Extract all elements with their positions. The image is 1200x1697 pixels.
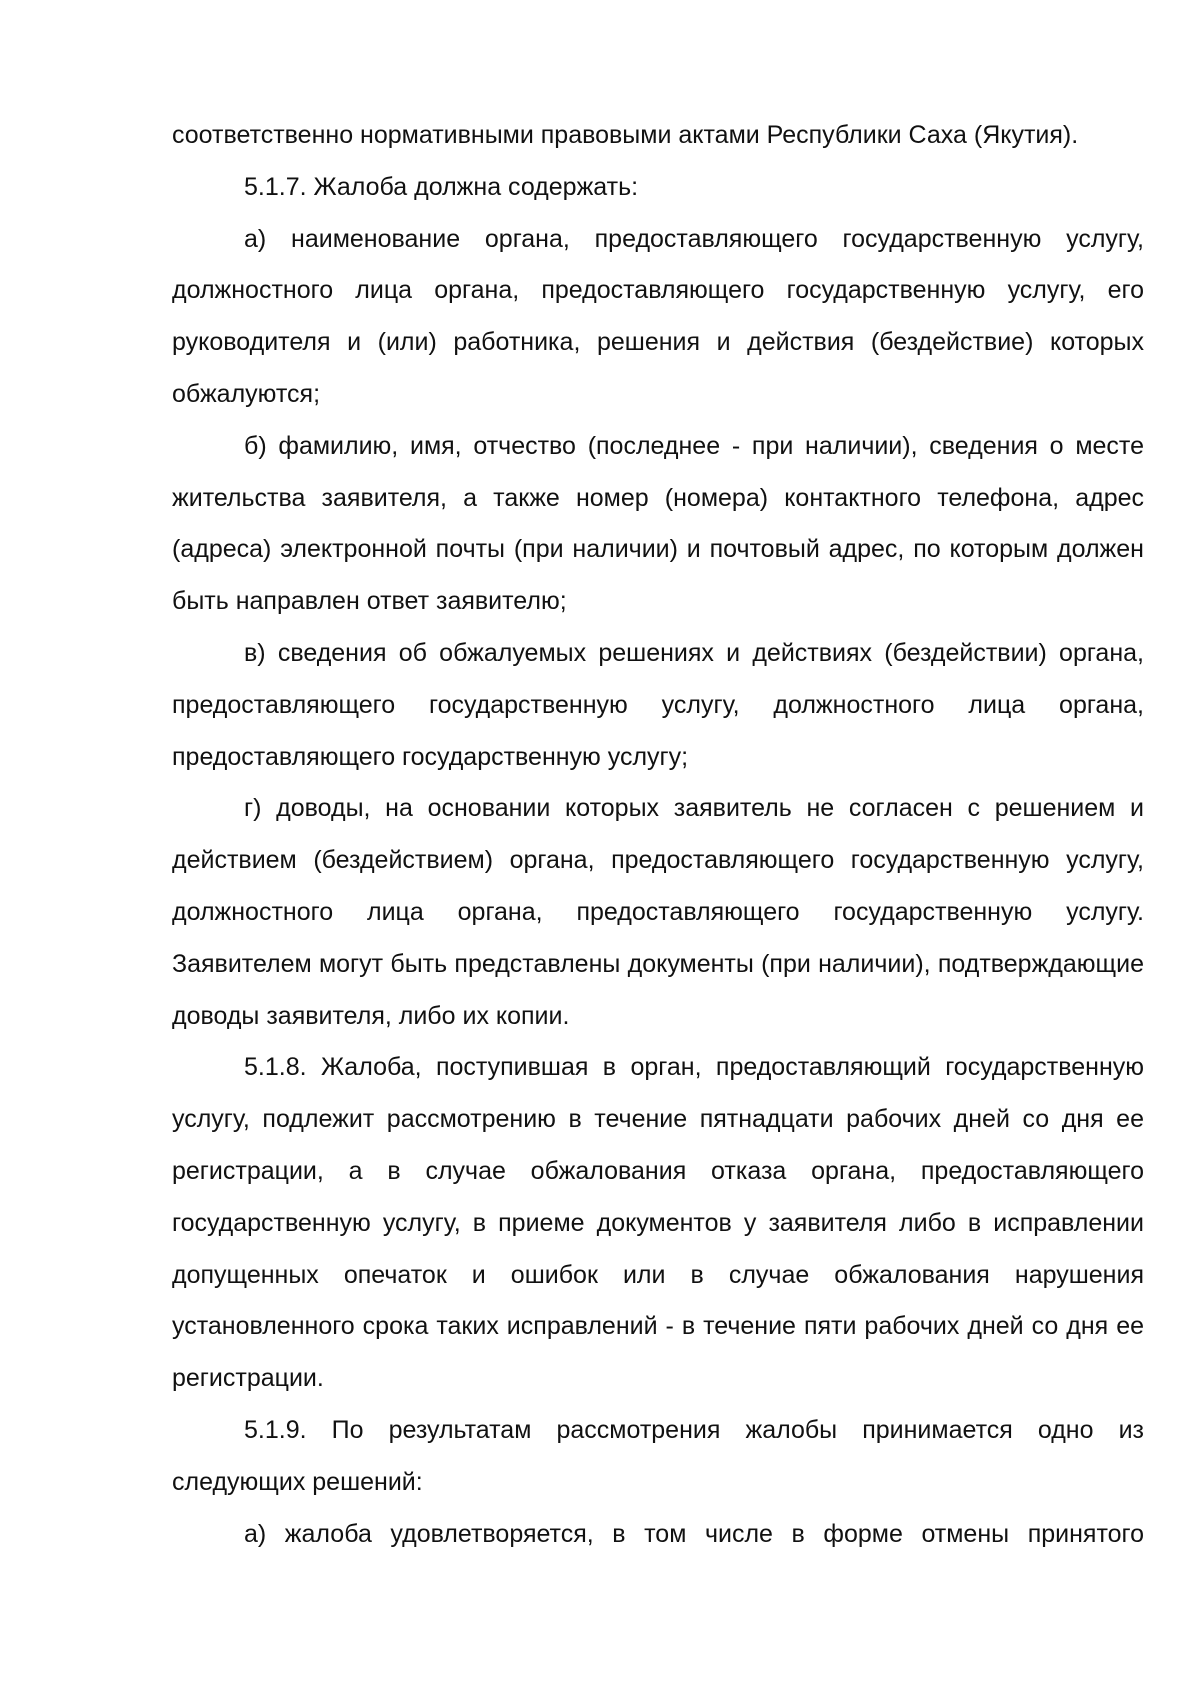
- document-body: [172, 110, 1144, 1560]
- list-item-v: в) сведения об обжалуемых решениях и действиях (бездействии) органа, предоставляющего государственную услугу, должностного лица органа, предоставляющего государственную услугу;: [172, 638, 1144, 771]
- list-item-b: б) фамилию, имя, отчество (последнее - при наличии), сведения о месте жительства заявителя, а также номер (номера) контактного телефона, адрес (адреса) электронной почты (при наличии) и почтовый адрес, по которым должен быть направлен ответ заявителю;: [172, 431, 1144, 616]
- list-item-g: г) доводы, на основании которых заявитель не согласен с решением и действием (бездействием) органа, предоставляющего государственную услугу, должностного лица органа, предоставляющего государственную услугу. Заявителем могут быть представлены документы (при наличии), подтверждающие доводы заявителя, либо их копии.: [172, 794, 1144, 1030]
- decision-item-a: а) жалоба удовлетворяется, в том числе в форме отмены принятого: [244, 1519, 1144, 1548]
- paragraph-continuation: соответственно нормативными правовыми актами Республики Саха (Якутия).: [172, 121, 1079, 149]
- clause-5-1-7-heading: 5.1.7. Жалоба должна содержать:: [244, 172, 639, 201]
- clause-5-1-9-paragraph: 5.1.9. По результатам рассмотрения жалобы принимается одно из следующих решений:: [172, 1415, 1144, 1496]
- list-item-a: а) наименование органа, предоставляющего государственную услугу, должностного лица органа, предоставляющего государственную услугу, его руководителя и (или) работника, решения и действия (бездействие) которых обжалуются;: [172, 224, 1144, 408]
- clause-5-1-8-paragraph: 5.1.8. Жалоба, поступившая в орган, предоставляющий государственную услугу, подлежит рассмотрению в течение пятнадцати рабочих дней со дня ее регистрации, а в случае обжалования отказа органа, предоставляющего государственную услугу, в приеме документов у заявителя либо в исправлении допущенных опечаток и ошибок или в случае обжалования нарушения установленного срока таких исправлений - в течение пяти рабочих дней со дня ее регистрации.: [172, 1053, 1144, 1393]
